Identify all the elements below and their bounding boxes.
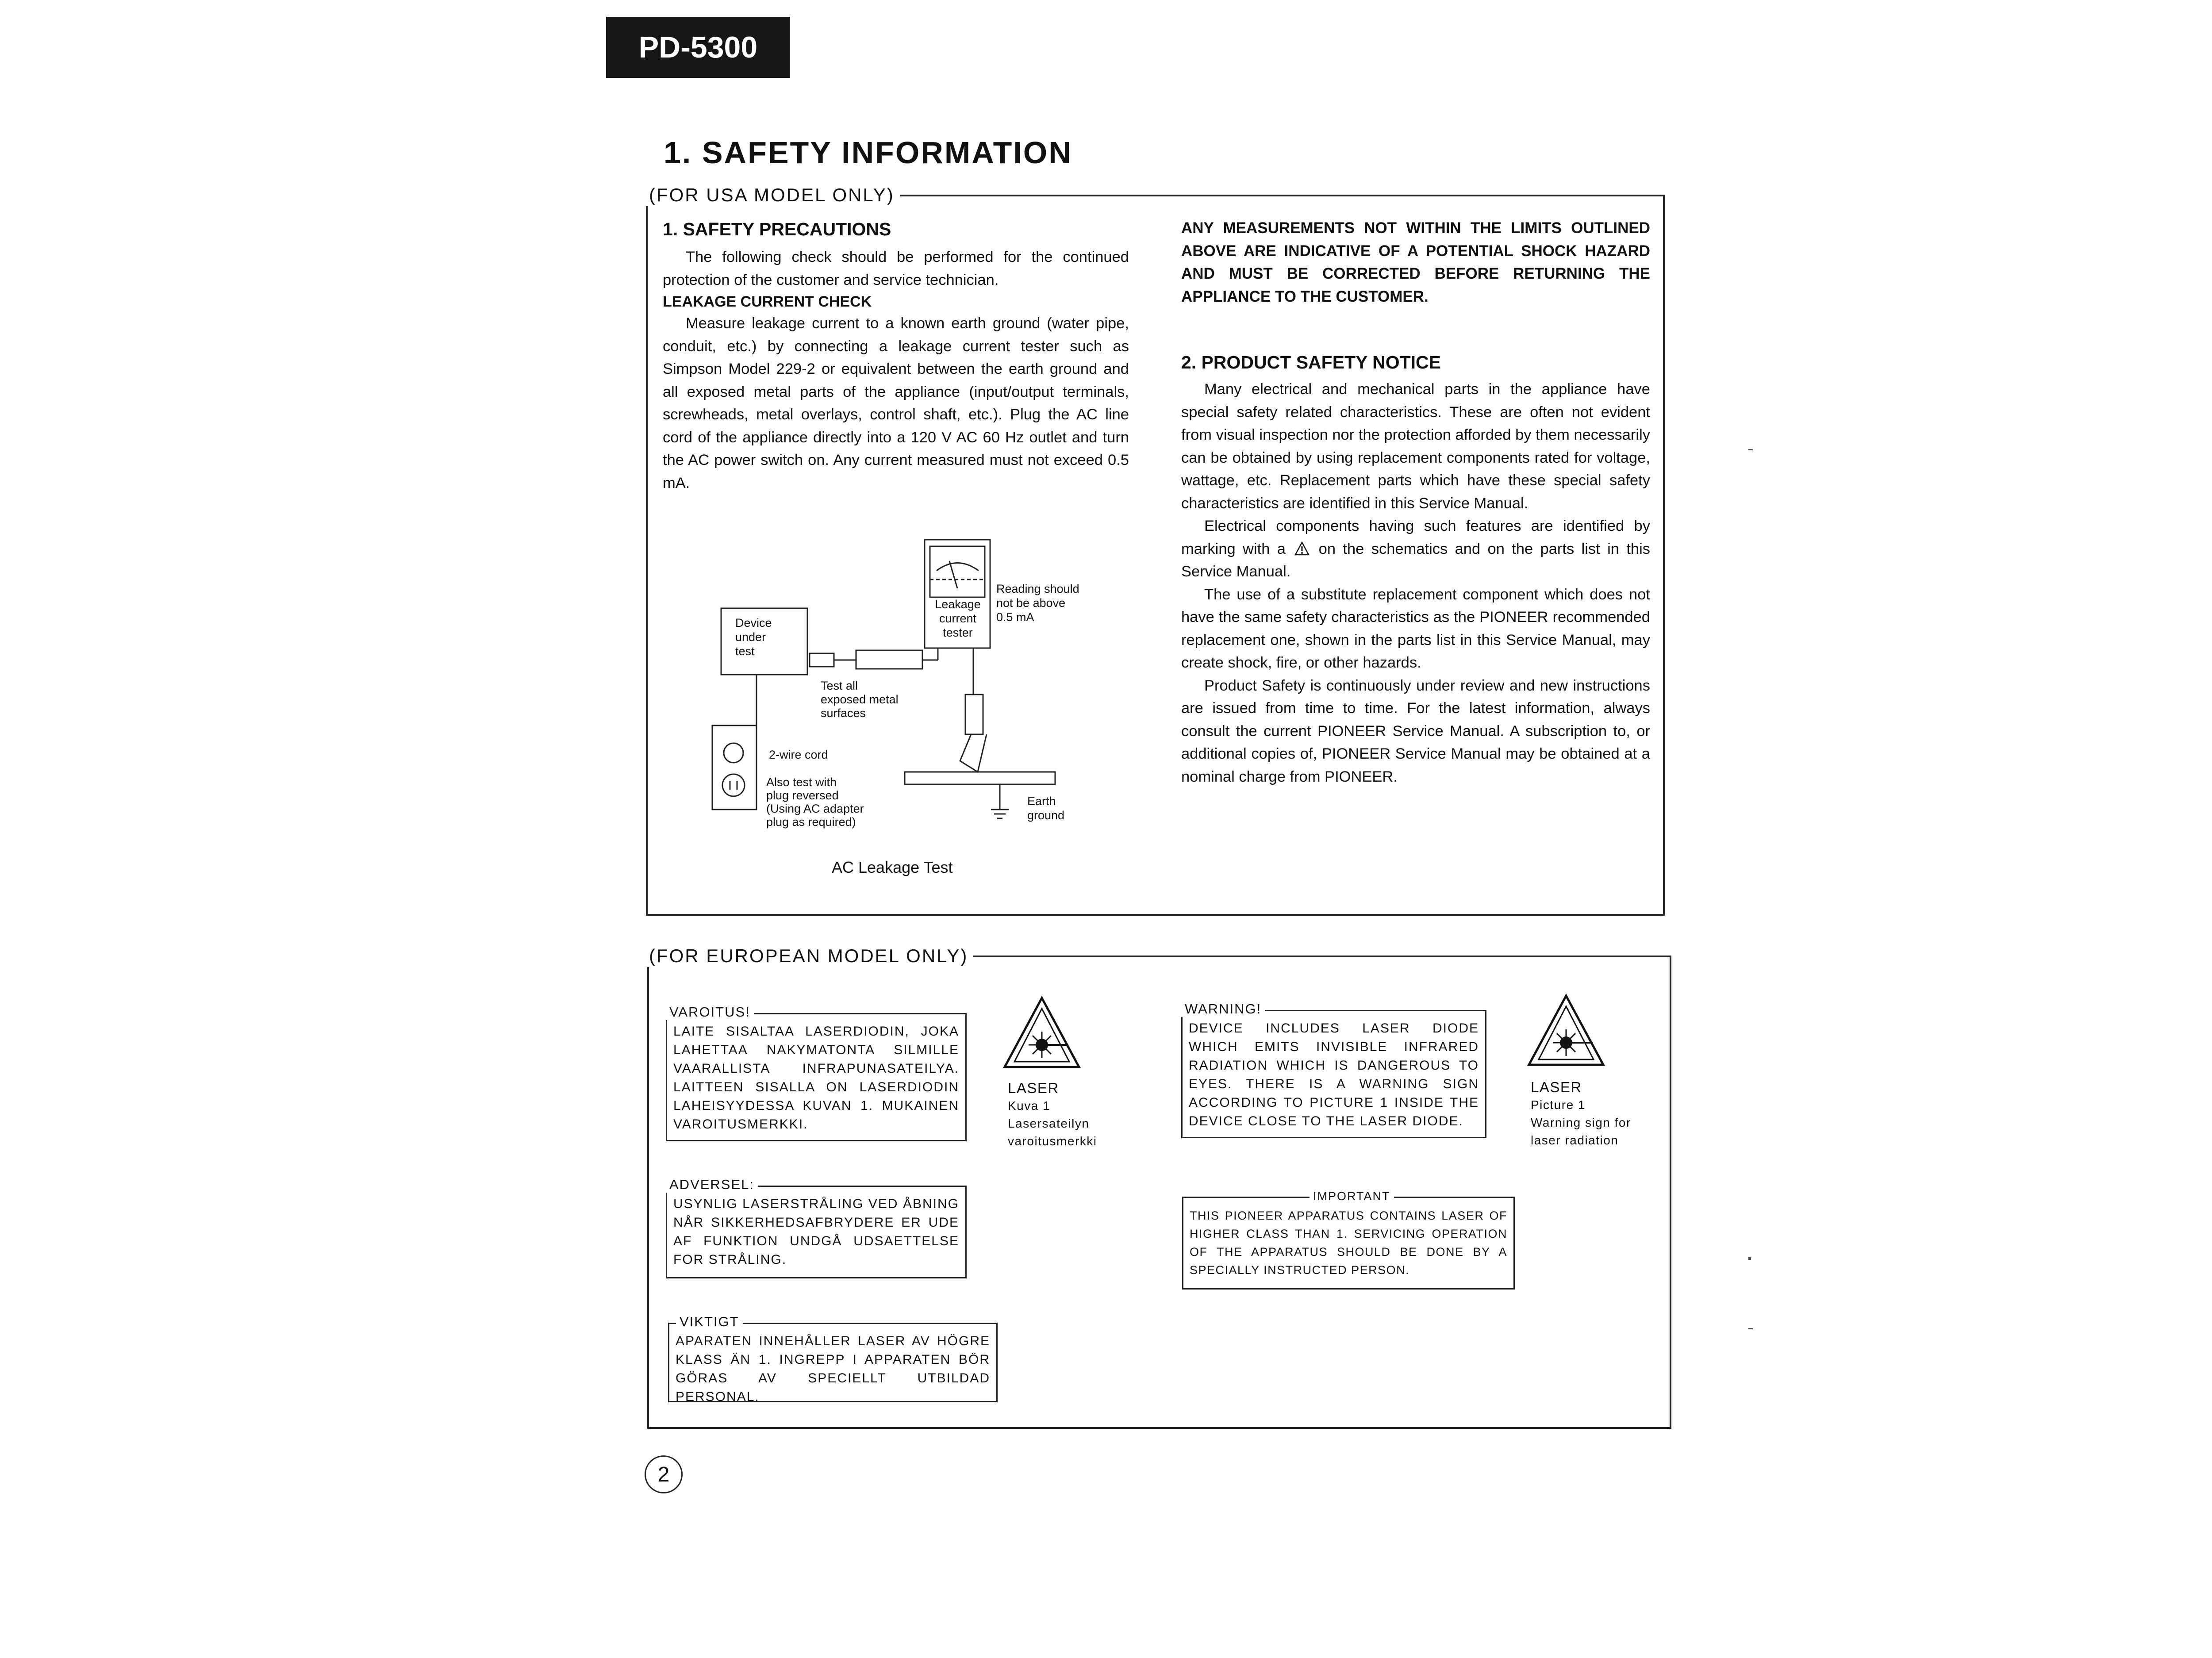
device-label: Device under test xyxy=(735,616,772,658)
measurement-warning: ANY MEASUREMENTS NOT WITHIN THE LIMITS OUTLINED ABOVE ARE INDICATIVE OF A POTENTIAL SHOCK HAZARD AND MUST BE CORRECTED BEFORE RETURNING THE APPLIANCE TO THE CUSTOMER. xyxy=(1181,219,1650,305)
precautions-heading: 1. SAFETY PRECAUTIONS xyxy=(663,219,891,239)
meter-needle xyxy=(949,561,957,588)
earth-pipe xyxy=(905,772,1055,784)
varoitus-label: VAROITUS! xyxy=(666,1004,754,1020)
important-box xyxy=(1182,1197,1515,1290)
notice-p2: Electrical components having such features are identified by marking with a on the schematics and on the parts list in this Service Manual. xyxy=(1181,518,1651,580)
advarsel-text: USYNLIG LASERSTRÅLING VED ÅBNING NÅR SIKKERHEDSAFBRYDERE ER UDE AF FUNKTION UNDGÅ UDSAETTELSE FOR STRÅLING. xyxy=(673,1197,959,1267)
page-number: 2 xyxy=(645,1455,683,1493)
model-badge: PD-5300 xyxy=(606,17,790,78)
viktigt-box xyxy=(668,1323,998,1402)
advarsel-label: ADVERSEL: xyxy=(666,1177,758,1193)
earth-label: Earth ground xyxy=(1027,794,1065,822)
laser-warning-icon xyxy=(1526,993,1606,1068)
usa-panel-label: (FOR USA MODEL ONLY) xyxy=(644,184,900,206)
notice-p1: Many electrical and mechanical parts in the appliance have special safety related characteristics. These are often not evident from visual inspection nor the protection afforded by them necessarily can be obtained by using replacement components rated for voltage, wattage, etc. Replacement parts which have these special safety characteristics are identified in this Service Manual. xyxy=(1181,381,1650,512)
leakage-text: Measure leakage current to a known earth ground (water pipe, conduit, etc.) by connecting a leakage current tester such as Simpson Model 229-2 or equivalent between the earth ground and all exposed metal parts of the appliance (input/output terminals, screwheads, metal overlays, control shaft, etc.). Plug the AC line cord of the appliance directly into a 120 V AC 60 Hz outlet and turn the AC power switch on. Any current measured must not exceed 0.5 mA. xyxy=(663,315,1129,491)
notice-p3: The use of a substitute replacement component which does not have the same safety characteristics as the PIONEER recommended replacement one, shown in the parts list in this Service Manual, may create shock, fire, or other hazards. xyxy=(1181,586,1650,671)
test-all-note: Test all exposed metal surfaces xyxy=(821,679,899,720)
laser-caption-fi: LASER Kuva 1 Lasersateilyn varoitusmerkki xyxy=(1008,1080,1097,1148)
eu-panel-label: (FOR EUROPEAN MODEL ONLY) xyxy=(644,945,973,967)
reading-note: Reading should not be above 0.5 mA xyxy=(996,582,1079,624)
meter-label: Leakage current tester xyxy=(935,598,981,639)
wall-outlet xyxy=(712,725,757,810)
warning-box xyxy=(1181,1010,1486,1138)
important-label: IMPORTANT xyxy=(1310,1188,1394,1204)
wire-label: 2-wire cord xyxy=(769,748,828,761)
ac-leakage-diagram xyxy=(703,531,1124,876)
leakage-heading: LEAKAGE CURRENT CHECK xyxy=(663,293,872,310)
meter-window xyxy=(930,546,985,597)
probe-clip xyxy=(960,734,987,772)
varoitus-text: LAITE SISALTAA LASERDIODIN, JOKA LAHETTAA NAKYMATONTA SILMILLE VAARALLISTA INFRAPUNASATEILYA. LAITTEEN SISALLA ON LASERDIODIN LAHEISYYDESSA KUVAN 1. MUKAINEN VAROITUSMERKKI. xyxy=(673,1024,959,1132)
notice-heading: 2. PRODUCT SAFETY NOTICE xyxy=(1181,352,1441,372)
notice-p4: Product Safety is continuously under review and new instructions are issued from time to time. For the latest information, always consult the current PIONEER Service Manual. A subscription to, or additional copies of, PIONEER Service Manual may be obtained at a nominal charge from PIONEER. xyxy=(1181,677,1650,785)
laser-caption-en: LASER Picture 1 Warning sign for laser radiation xyxy=(1531,1079,1631,1147)
warning-text: DEVICE INCLUDES LASER DIODE WHICH EMITS INVISIBLE INFRARED RADIATION WHICH IS DANGEROUS TO EYES. THERE IS A WARNING SIGN ACCORDING TO PICTURE 1 INSIDE THE DEVICE CLOSE TO THE LASER DIODE. xyxy=(1189,1021,1479,1128)
safety-precautions xyxy=(663,219,1129,495)
varoitus-box xyxy=(666,1013,967,1141)
viktigt-text: APARATEN INNEHÅLLER LASER AV HÖGRE KLASS ÄN 1. INGREPP I APPARATEN BÖR GÖRAS AV SPECIELLT UTBILDAD PERSONAL. xyxy=(676,1334,990,1404)
laser-warning-icon xyxy=(1002,995,1082,1071)
diagram-caption: AC Leakage Test xyxy=(832,858,953,876)
right-column xyxy=(1181,217,1650,788)
safety-triangle-icon xyxy=(1294,541,1310,556)
important-text: THIS PIONEER APPARATUS CONTAINS LASER OF HIGHER CLASS THAN 1. SERVICING OPERATION OF THE APPARATUS SHOULD BE DONE BY A SPECIALLY INSTRUCTED PERSON. xyxy=(1190,1209,1507,1277)
meter-scale xyxy=(937,563,979,571)
also-test-note: Also test with plug reversed (Using AC adapter plug as required) xyxy=(766,775,864,829)
viktigt-label: VIKTIGT xyxy=(676,1314,743,1330)
advarsel-box xyxy=(666,1186,967,1278)
precautions-intro: The following check should be performed for the continued protection of the customer and service technician. xyxy=(663,249,1129,288)
page-title: 1. SAFETY INFORMATION xyxy=(664,135,1072,170)
warning-label: WARNING! xyxy=(1181,1001,1265,1017)
